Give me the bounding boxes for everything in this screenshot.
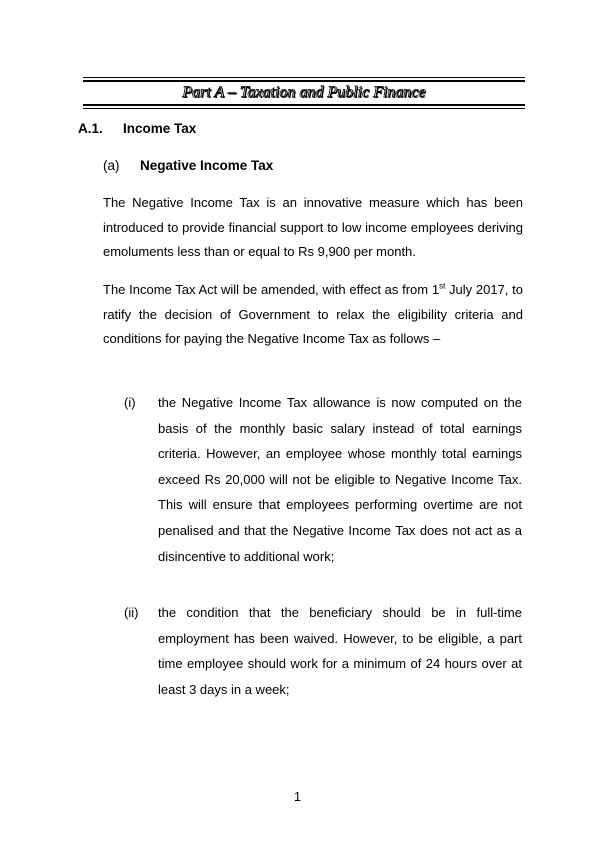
page-number: 1 (293, 789, 302, 804)
subsection-title: Negative Income Tax (140, 158, 274, 173)
list-marker: (ii) (124, 605, 139, 620)
paragraph-amendment-day: 1 (431, 282, 440, 297)
paragraph-amendment-pre: The Income Tax Act will be amended, with effect as from (103, 282, 432, 297)
paragraph-amendment-post: July 2017, to ratify the decision of Government to relax the eligibility criteria and conditions for paying the Negative Income Tax as follows – (103, 282, 523, 346)
paragraph-intro: The Negative Income Tax is an innovative measure which has been introduced to provide financial support to low income employees deriving emoluments less than or equal to Rs 9,900 per month. (103, 195, 523, 259)
ordinal-suffix: st (439, 281, 446, 291)
list-item-text: the Negative Income Tax allowance is now computed on the basis of the monthly basic salary instead of total earnings criteria. However, an employee whose monthly total earnings exceed Rs 20,000 will not be eligible to Negative Income Tax. This will ensure that employees performing overtime are not penalised and that the Negative Income Tax does not act as a disincentive to additional work; (158, 395, 522, 564)
list-item (124, 390, 522, 569)
list-item (124, 600, 522, 702)
subsection-heading (103, 158, 273, 173)
list-item-text: the condition that the beneficiary should be in full-time employment has been waived. However, to be eligible, a part time employee should work for a minimum of 24 hours over at least 3 days in a week; (158, 605, 522, 697)
header-rule-bottom-thick (83, 104, 525, 106)
section-heading (78, 121, 196, 136)
list-marker: (i) (124, 395, 136, 410)
header-rule-top-thin (83, 77, 525, 78)
paragraph-amendment (103, 278, 523, 352)
header-rule-bottom-thin (83, 108, 525, 109)
section-title: Income Tax (123, 121, 197, 136)
part-title: Part A – Taxation and Public Finance (182, 84, 426, 101)
section-number: A.1. (78, 121, 103, 136)
subsection-number: (a) (103, 158, 120, 173)
